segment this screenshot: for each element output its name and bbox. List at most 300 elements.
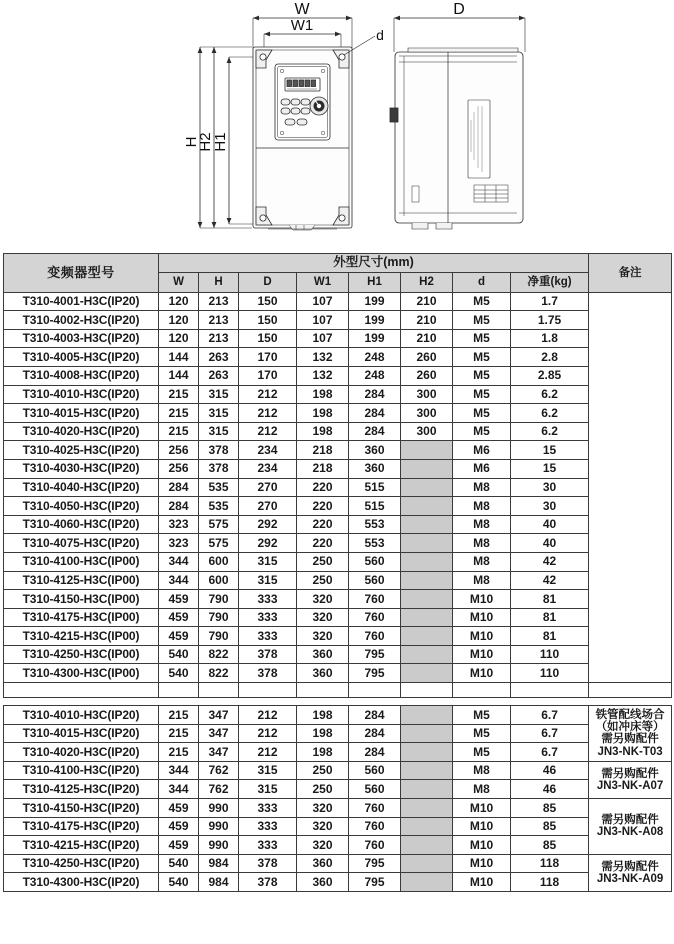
table-row	[4, 743, 672, 762]
cell-h2	[401, 854, 453, 873]
cell-h1: 248	[349, 348, 401, 367]
cell-h: 790	[199, 590, 239, 609]
side-connector	[390, 108, 398, 122]
spacer-cell	[589, 683, 672, 698]
gap-cell	[4, 698, 672, 706]
header-remark: 备注	[589, 254, 672, 293]
cell-d: 150	[239, 292, 297, 311]
dim-d-screw	[344, 36, 375, 55]
cell-d: 315	[239, 571, 297, 590]
remark-line: JN3-NK-A07	[596, 779, 664, 792]
cell-model: T310-4125-H3C(IP20)	[4, 780, 159, 799]
cell-d: 170	[239, 348, 297, 367]
cell-h1: 284	[349, 422, 401, 441]
cell-h: 762	[199, 761, 239, 780]
cell-h1: 515	[349, 497, 401, 516]
cell-screw: M5	[453, 385, 511, 404]
cell-model: T310-4030-H3C(IP20)	[4, 459, 159, 478]
cell-h2	[401, 817, 453, 836]
cell-w1: 132	[297, 366, 349, 385]
cell-w: 344	[159, 552, 199, 571]
cell-w: 344	[159, 761, 199, 780]
cell-h: 347	[199, 724, 239, 743]
cell-h: 315	[199, 385, 239, 404]
table-row	[4, 329, 672, 348]
cell-w1: 198	[297, 422, 349, 441]
cell-w1: 360	[297, 664, 349, 683]
table-row	[4, 366, 672, 385]
cell-h2	[401, 873, 453, 892]
table-row	[4, 311, 672, 330]
cell-w1: 250	[297, 780, 349, 799]
table-row	[4, 552, 672, 571]
table-row	[4, 404, 672, 423]
table-row	[4, 873, 672, 892]
cell-screw: M10	[453, 854, 511, 873]
table-row	[4, 459, 672, 478]
cell-weight: 40	[511, 534, 589, 553]
cell-h1: 199	[349, 311, 401, 330]
cell-d: 150	[239, 329, 297, 348]
cell-w1: 360	[297, 854, 349, 873]
cell-weight: 110	[511, 645, 589, 664]
cell-h: 990	[199, 836, 239, 855]
cell-h2	[401, 515, 453, 534]
cell-h2	[401, 441, 453, 460]
cell-screw: M10	[453, 627, 511, 646]
cell-remark	[589, 854, 672, 891]
cell-h1: 760	[349, 608, 401, 627]
cell-weight: 30	[511, 478, 589, 497]
cell-h1: 795	[349, 873, 401, 892]
cell-screw: M5	[453, 422, 511, 441]
cell-h2	[401, 627, 453, 646]
cell-h2	[401, 571, 453, 590]
cell-d: 333	[239, 627, 297, 646]
cell-model: T310-4300-H3C(IP00)	[4, 664, 159, 683]
cell-screw: M10	[453, 817, 511, 836]
cell-weight: 1.7	[511, 292, 589, 311]
side-top-cover	[408, 48, 518, 52]
cell-h2	[401, 552, 453, 571]
cell-h2: 260	[401, 348, 453, 367]
cell-d: 234	[239, 459, 297, 478]
cell-d: 333	[239, 799, 297, 818]
cell-h: 575	[199, 534, 239, 553]
remark-line: JN3-NK-A08	[596, 826, 664, 839]
cell-h: 213	[199, 292, 239, 311]
cell-w1: 198	[297, 404, 349, 423]
cell-w1: 198	[297, 385, 349, 404]
cell-w: 459	[159, 817, 199, 836]
spacer-cell	[511, 683, 589, 698]
label-h1: H1	[212, 132, 229, 152]
cell-h1: 795	[349, 854, 401, 873]
cell-h2: 210	[401, 311, 453, 330]
cell-screw: M5	[453, 329, 511, 348]
spacer-cell	[453, 683, 511, 698]
table-row	[4, 854, 672, 873]
cell-h1: 760	[349, 836, 401, 855]
dimension-drawing	[0, 0, 674, 252]
cell-model: T310-4003-H3C(IP20)	[4, 329, 159, 348]
cell-w: 120	[159, 329, 199, 348]
remark-line: 需另购配件	[601, 767, 659, 780]
cell-w: 144	[159, 366, 199, 385]
cell-w: 540	[159, 854, 199, 873]
cell-h2	[401, 497, 453, 516]
cell-h1: 760	[349, 817, 401, 836]
cell-w1: 218	[297, 459, 349, 478]
cell-d: 212	[239, 743, 297, 762]
cell-weight: 46	[511, 780, 589, 799]
table-gap-row	[4, 698, 672, 706]
label-h2: H2	[197, 132, 214, 152]
cell-w: 459	[159, 836, 199, 855]
cell-d: 333	[239, 817, 297, 836]
cell-w1: 360	[297, 873, 349, 892]
table-row	[4, 608, 672, 627]
label-w1: W1	[290, 17, 314, 34]
cell-h1: 199	[349, 292, 401, 311]
side-vent-grille	[474, 185, 508, 202]
cell-h: 378	[199, 441, 239, 460]
cell-h2	[401, 761, 453, 780]
cell-d: 212	[239, 706, 297, 725]
cell-weight: 85	[511, 817, 589, 836]
cell-remark	[589, 706, 672, 762]
cell-w: 459	[159, 608, 199, 627]
side-small-tag	[412, 186, 419, 202]
header-w: W	[159, 272, 199, 292]
cell-weight: 6.7	[511, 706, 589, 725]
cell-w: 459	[159, 590, 199, 609]
cell-screw: M8	[453, 780, 511, 799]
table-row	[4, 817, 672, 836]
table-row	[4, 761, 672, 780]
cell-weight: 6.7	[511, 724, 589, 743]
cell-h: 600	[199, 552, 239, 571]
cell-w1: 320	[297, 799, 349, 818]
cell-model: T310-4150-H3C(IP00)	[4, 590, 159, 609]
cell-d: 212	[239, 724, 297, 743]
cell-d: 292	[239, 534, 297, 553]
spacer-cell	[349, 683, 401, 698]
spacer-cell	[4, 683, 159, 698]
cell-h1: 760	[349, 590, 401, 609]
cell-h: 213	[199, 311, 239, 330]
cell-d: 378	[239, 645, 297, 664]
cell-w1: 320	[297, 627, 349, 646]
cell-model: T310-4001-H3C(IP20)	[4, 292, 159, 311]
cell-h: 990	[199, 817, 239, 836]
cell-weight: 1.75	[511, 311, 589, 330]
cell-h2	[401, 534, 453, 553]
cell-model: T310-4175-H3C(IP00)	[4, 608, 159, 627]
cell-w: 215	[159, 385, 199, 404]
cell-w: 459	[159, 627, 199, 646]
cell-h: 575	[199, 515, 239, 534]
cell-weight: 6.7	[511, 743, 589, 762]
led-display	[285, 78, 320, 91]
cell-weight: 6.2	[511, 422, 589, 441]
cell-screw: M5	[453, 366, 511, 385]
cell-w1: 107	[297, 292, 349, 311]
cell-h: 790	[199, 608, 239, 627]
cell-h1: 795	[349, 645, 401, 664]
table-row	[4, 664, 672, 683]
cell-h1: 284	[349, 404, 401, 423]
table-spacer-row	[4, 683, 672, 698]
cell-w1: 320	[297, 817, 349, 836]
spacer-cell	[239, 683, 297, 698]
cell-model: T310-4050-H3C(IP20)	[4, 497, 159, 516]
header-h2: H2	[401, 272, 453, 292]
cell-h: 378	[199, 459, 239, 478]
label-d-screw: d	[376, 27, 384, 43]
remark-line: JN3-NK-T03	[597, 745, 663, 758]
table-row	[4, 724, 672, 743]
cell-screw: M6	[453, 459, 511, 478]
cell-model: T310-4040-H3C(IP20)	[4, 478, 159, 497]
cell-screw: M5	[453, 706, 511, 725]
cell-weight: 81	[511, 608, 589, 627]
cell-h: 984	[199, 854, 239, 873]
cell-w: 284	[159, 478, 199, 497]
label-h: H	[183, 136, 200, 148]
spacer-cell	[199, 683, 239, 698]
cell-h: 347	[199, 706, 239, 725]
cell-h1: 284	[349, 743, 401, 762]
table-row	[4, 706, 672, 725]
cell-w: 120	[159, 292, 199, 311]
table-row	[4, 478, 672, 497]
header-dimension-group: 外型尺寸(mm)	[159, 254, 589, 273]
cell-h2	[401, 478, 453, 497]
header-weight: 净重(kg)	[511, 272, 589, 292]
table-row	[4, 799, 672, 818]
cell-h1: 560	[349, 780, 401, 799]
cell-model: T310-4025-H3C(IP20)	[4, 441, 159, 460]
cell-screw: M10	[453, 873, 511, 892]
cell-w: 323	[159, 515, 199, 534]
cell-w1: 220	[297, 515, 349, 534]
cell-h2	[401, 836, 453, 855]
cell-w1: 198	[297, 706, 349, 725]
cell-w: 344	[159, 571, 199, 590]
cell-weight: 2.85	[511, 366, 589, 385]
cell-model: T310-4215-H3C(IP20)	[4, 836, 159, 855]
cell-h1: 284	[349, 724, 401, 743]
cell-model: T310-4075-H3C(IP20)	[4, 534, 159, 553]
cell-h2: 300	[401, 422, 453, 441]
cell-d: 333	[239, 590, 297, 609]
cell-h1: 553	[349, 534, 401, 553]
cell-w: 284	[159, 497, 199, 516]
cell-w: 344	[159, 780, 199, 799]
cell-w: 144	[159, 348, 199, 367]
table-row	[4, 385, 672, 404]
cell-w: 256	[159, 441, 199, 460]
table-row	[4, 645, 672, 664]
cell-weight: 118	[511, 854, 589, 873]
cell-h: 315	[199, 404, 239, 423]
label-w: W	[294, 1, 310, 18]
cell-w: 215	[159, 724, 199, 743]
cell-w1: 250	[297, 761, 349, 780]
table-row	[4, 348, 672, 367]
cell-w1: 107	[297, 311, 349, 330]
cell-w: 120	[159, 311, 199, 330]
cell-weight: 42	[511, 571, 589, 590]
cell-w1: 320	[297, 608, 349, 627]
spacer-cell	[297, 683, 349, 698]
cell-w: 215	[159, 404, 199, 423]
cell-weight: 118	[511, 873, 589, 892]
cell-d: 212	[239, 404, 297, 423]
cell-weight: 6.2	[511, 404, 589, 423]
cell-screw: M8	[453, 761, 511, 780]
header-row-top	[4, 254, 672, 273]
cell-screw: M8	[453, 478, 511, 497]
header-model: 变频器型号	[4, 254, 159, 293]
cell-w1: 218	[297, 441, 349, 460]
cell-w: 215	[159, 706, 199, 725]
cell-h1: 553	[349, 515, 401, 534]
header-d: D	[239, 272, 297, 292]
cell-d: 378	[239, 664, 297, 683]
cell-screw: M8	[453, 497, 511, 516]
cell-h: 990	[199, 799, 239, 818]
cell-h1: 284	[349, 706, 401, 725]
remark-line: 需另购配件	[601, 860, 659, 873]
cell-screw: M8	[453, 552, 511, 571]
cell-h2: 300	[401, 404, 453, 423]
cell-weight: 6.2	[511, 385, 589, 404]
table-row	[4, 534, 672, 553]
cell-d: 315	[239, 552, 297, 571]
cell-screw: M10	[453, 664, 511, 683]
specification-table	[3, 253, 672, 892]
cell-weight: 15	[511, 441, 589, 460]
cell-weight: 30	[511, 497, 589, 516]
cell-d: 270	[239, 497, 297, 516]
cell-model: T310-4150-H3C(IP20)	[4, 799, 159, 818]
cell-d: 212	[239, 422, 297, 441]
table-row	[4, 571, 672, 590]
cell-h1: 560	[349, 761, 401, 780]
table-head	[4, 254, 672, 293]
spacer-cell	[159, 683, 199, 698]
cell-screw: M5	[453, 404, 511, 423]
cell-weight: 46	[511, 761, 589, 780]
cell-model: T310-4020-H3C(IP20)	[4, 743, 159, 762]
spacer-cell	[401, 683, 453, 698]
cell-w: 540	[159, 873, 199, 892]
cell-model: T310-4175-H3C(IP20)	[4, 817, 159, 836]
cell-weight: 85	[511, 836, 589, 855]
cell-h: 762	[199, 780, 239, 799]
cell-weight: 81	[511, 627, 589, 646]
cell-h: 822	[199, 664, 239, 683]
table-row	[4, 590, 672, 609]
cell-h2	[401, 743, 453, 762]
cell-screw: M5	[453, 311, 511, 330]
cell-h1: 760	[349, 799, 401, 818]
cell-model: T310-4215-H3C(IP00)	[4, 627, 159, 646]
nameplate-label	[468, 100, 490, 178]
cell-d: 378	[239, 873, 297, 892]
cell-h2	[401, 608, 453, 627]
cell-w1: 220	[297, 534, 349, 553]
cell-screw: M6	[453, 441, 511, 460]
dim-d-depth	[394, 16, 525, 52]
header-h1: H1	[349, 272, 401, 292]
cell-screw: M10	[453, 799, 511, 818]
cell-screw: M8	[453, 515, 511, 534]
cell-w1: 250	[297, 571, 349, 590]
cell-screw: M10	[453, 645, 511, 664]
drawing-svg	[0, 0, 674, 252]
cell-w1: 250	[297, 552, 349, 571]
header-screw: d	[453, 272, 511, 292]
cell-w1: 132	[297, 348, 349, 367]
cell-h2	[401, 590, 453, 609]
cell-w1: 198	[297, 743, 349, 762]
cell-h1: 560	[349, 571, 401, 590]
cell-weight: 81	[511, 590, 589, 609]
cell-w1: 198	[297, 724, 349, 743]
cell-screw: M10	[453, 836, 511, 855]
cell-h1: 199	[349, 329, 401, 348]
cell-weight: 42	[511, 552, 589, 571]
cell-h1: 248	[349, 366, 401, 385]
remark-line: 需另购配件	[601, 814, 659, 827]
cell-h2: 210	[401, 292, 453, 311]
cell-h: 600	[199, 571, 239, 590]
cell-model: T310-4010-H3C(IP20)	[4, 706, 159, 725]
cell-w: 540	[159, 664, 199, 683]
table-row	[4, 515, 672, 534]
cell-model: T310-4020-H3C(IP20)	[4, 422, 159, 441]
cell-h1: 515	[349, 478, 401, 497]
cell-model: T310-4060-H3C(IP20)	[4, 515, 159, 534]
cell-model: T310-4250-H3C(IP20)	[4, 854, 159, 873]
cell-h2: 260	[401, 366, 453, 385]
label-d-depth: D	[453, 1, 465, 18]
cell-w1: 107	[297, 329, 349, 348]
remark-line: JN3-NK-A09	[596, 872, 664, 885]
cell-h2	[401, 706, 453, 725]
header-w1: W1	[297, 272, 349, 292]
cell-remark-empty	[589, 292, 672, 682]
cell-model: T310-4250-H3C(IP00)	[4, 645, 159, 664]
cell-h: 790	[199, 627, 239, 646]
table-row	[4, 780, 672, 799]
cell-h2: 210	[401, 329, 453, 348]
cell-w: 256	[159, 459, 199, 478]
cell-w: 459	[159, 799, 199, 818]
cell-h2	[401, 645, 453, 664]
cell-h2	[401, 664, 453, 683]
remark-line: 需另购配件	[601, 733, 659, 746]
cell-model: T310-4008-H3C(IP20)	[4, 366, 159, 385]
cell-weight: 1.8	[511, 329, 589, 348]
cell-w1: 220	[297, 478, 349, 497]
header-h: H	[199, 272, 239, 292]
cell-weight: 15	[511, 459, 589, 478]
cell-model: T310-4100-H3C(IP00)	[4, 552, 159, 571]
